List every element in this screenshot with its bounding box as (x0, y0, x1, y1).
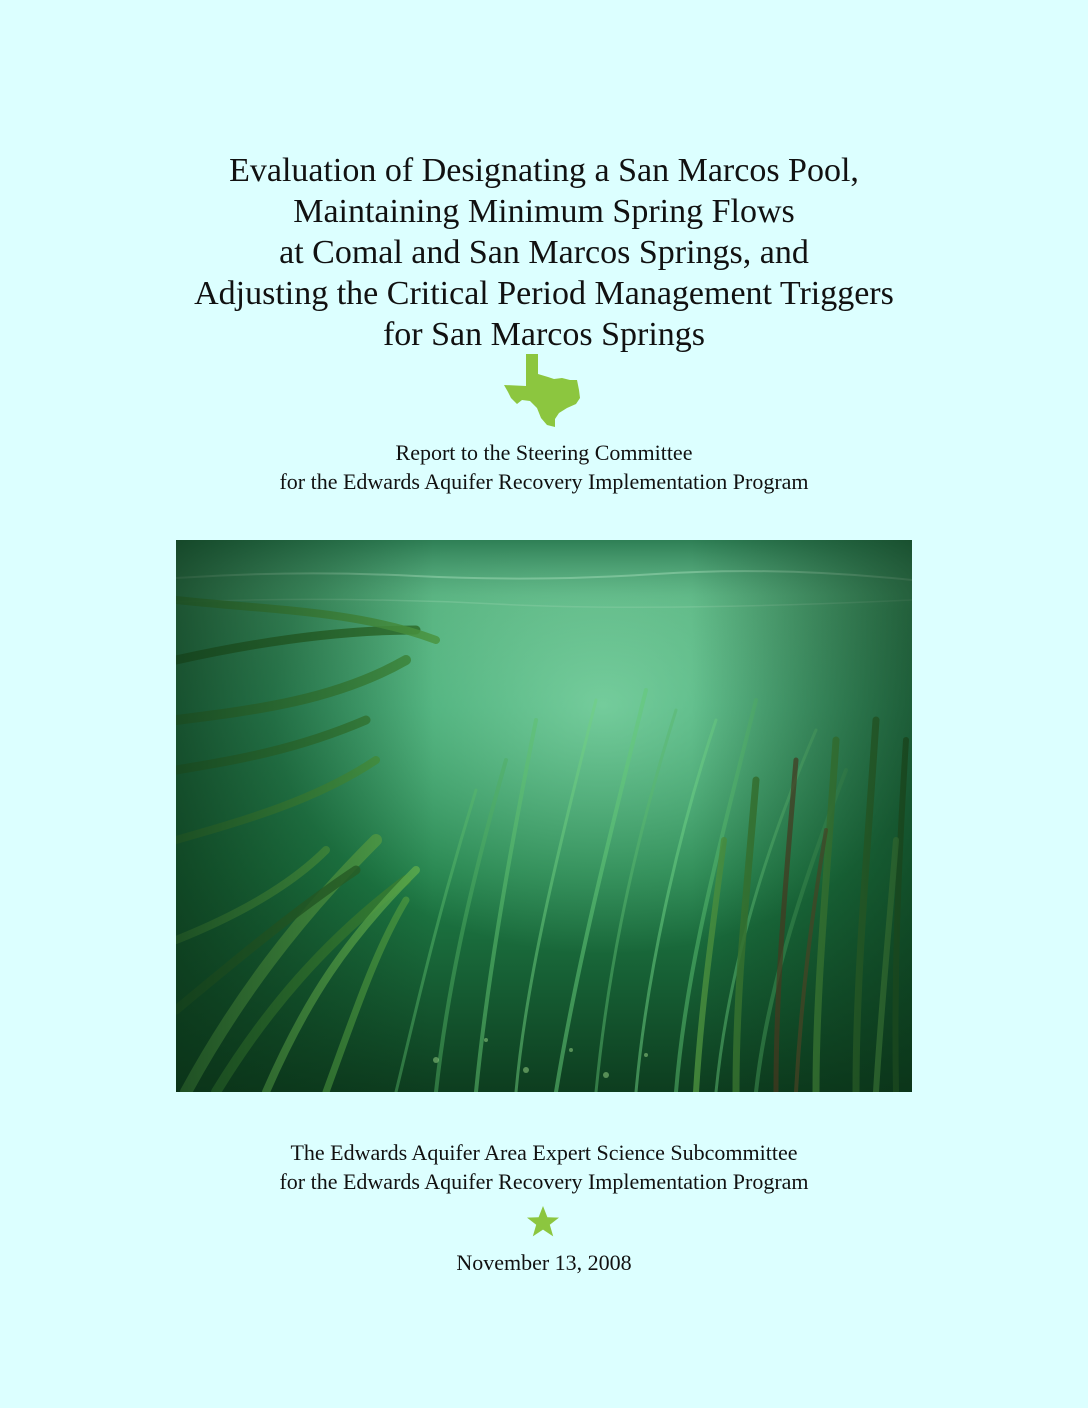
report-subtitle (0, 438, 1088, 496)
publication-date: November 13, 2008 (456, 1250, 632, 1275)
underwater-grass-photo (176, 540, 912, 1092)
report-line-1: Report to the Steering Committee (395, 440, 693, 465)
document-title (0, 150, 1088, 355)
author-line-1: The Edwards Aquifer Area Expert Science Subcommittee (290, 1140, 798, 1165)
texas-map-icon (502, 352, 584, 428)
title-line-2: Maintaining Minimum Spring Flows (293, 193, 795, 230)
author-credit (0, 1138, 1088, 1196)
title-line-4: Adjusting the Critical Period Management Triggers (194, 275, 894, 312)
title-line-1: Evaluation of Designating a San Marcos Pool, (229, 152, 859, 189)
title-line-3: at Comal and San Marcos Springs, and (279, 234, 809, 271)
author-line-2: for the Edwards Aquifer Recovery Implementation Program (279, 1169, 809, 1194)
star-icon (525, 1204, 561, 1240)
report-line-2: for the Edwards Aquifer Recovery Implementation Program (279, 469, 809, 494)
title-line-5: for San Marcos Springs (382, 316, 706, 353)
